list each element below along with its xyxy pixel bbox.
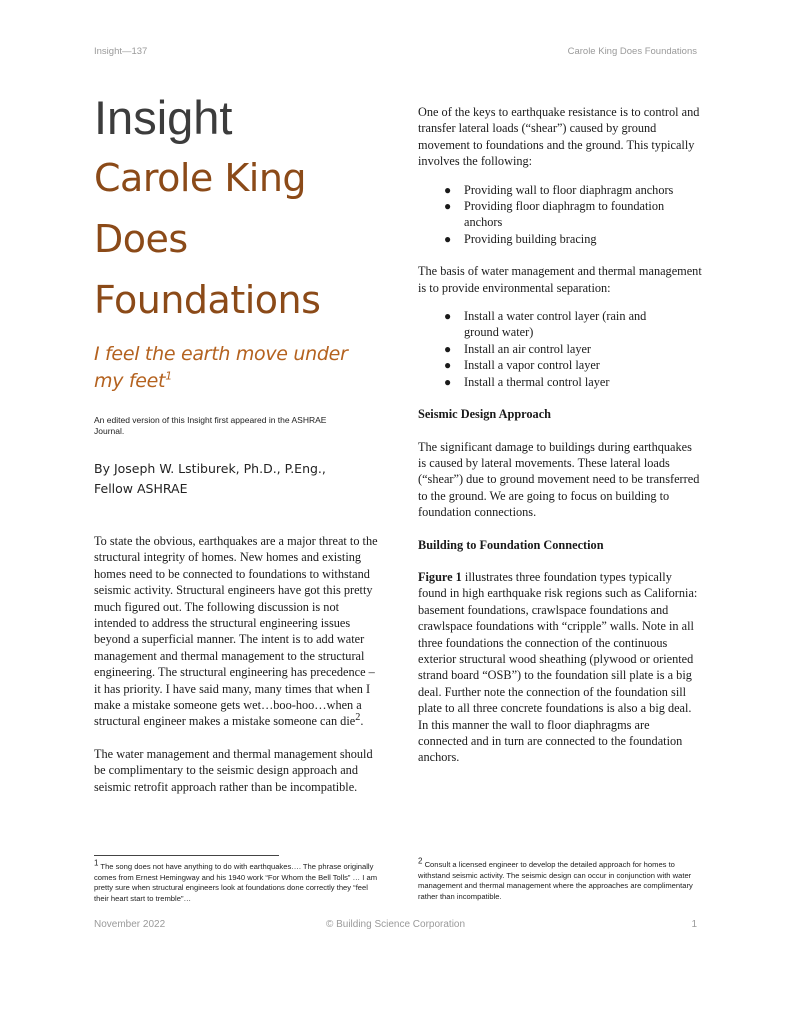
- footnote-2: [418, 856, 703, 902]
- bullet-icon: ●: [444, 182, 452, 197]
- list-item: ● Install an air control layer: [444, 341, 592, 356]
- list-item: ● Install a vapor control layer: [444, 358, 600, 373]
- separation-paragraph: The basis of water management and thermal management is to provide environmental separation:: [418, 264, 702, 295]
- subtitle-footnote-mark[interactable]: 1: [165, 369, 172, 383]
- section-heading-connection: Building to Foundation Connection: [418, 537, 604, 552]
- bullet-icon: ●: [444, 341, 452, 356]
- bullet-icon: ●: [444, 309, 452, 324]
- bullet-icon: ●: [444, 358, 452, 373]
- control-layer-bullet-list: [418, 308, 702, 390]
- subtitle: [94, 341, 379, 395]
- insight-label: Insight: [94, 91, 233, 144]
- connection-paragraph-text: illustrates three foundation types typically found in high earthquake risk regions such as California: basement foundations, crawlspace foundations and crawlspace foundations with “cripple” walls. Note in all three foundations the connection of the continuous exterior structural wood sheathing (plywood or oriented strand board “OSB”) to the foundation sill plate is a big deal. Further note the connection of the foundation sill plate to all three concrete foundations is also a big deal. In this manner the wall to floor diaphragms are connected and in turn are connected to the foundation anchors.: [418, 569, 698, 765]
- section-heading-seismic: Seismic Design Approach: [418, 407, 552, 422]
- management-paragraph: The water management and thermal management should be complimentary to the seismic design approach and seismic retrofit approach rather than be incompatible.: [94, 746, 373, 794]
- footnote-1-number: 1: [94, 858, 99, 868]
- right-column: [418, 104, 702, 766]
- title-line-3: Foundations: [94, 278, 321, 322]
- bullet-icon: ●: [444, 199, 452, 214]
- connection-paragraph: [418, 569, 702, 766]
- running-header-right: Carole King Does Foundations: [567, 46, 697, 57]
- footnote-divider: [94, 855, 279, 856]
- left-column: [94, 88, 379, 795]
- edited-version-note: An edited version of this Insight first appeared in the ASHRAE Journal.: [94, 415, 327, 436]
- byline: [94, 459, 379, 499]
- anchor-bullet-list: [418, 182, 702, 248]
- seismic-paragraph: The significant damage to buildings during earthquakes is caused by lateral movements. These lateral loads (“shear”) due to ground movement need to be transferred to the ground. We are going to focus on building to foundation connections.: [418, 439, 700, 520]
- page-number: 1: [691, 919, 697, 930]
- title-line-1: Carole King: [94, 156, 307, 200]
- subtitle-line-2: my feet: [94, 370, 166, 392]
- list-item: ● Install a water control layer (rain and ground water): [444, 309, 647, 340]
- list-item: ● Providing wall to floor diaphragm anchors: [444, 182, 674, 197]
- list-item: ● Providing floor diaphragm to foundation anchors: [444, 199, 665, 230]
- title-line-2: Does: [94, 217, 188, 261]
- intro-paragraph-end: .: [360, 714, 364, 729]
- figure-1-reference[interactable]: Figure 1: [418, 569, 462, 584]
- footnote-1: [94, 858, 379, 904]
- list-item: ● Install a thermal control layer: [444, 374, 610, 389]
- title-block: [94, 148, 379, 331]
- footer-date: November 2022: [94, 919, 166, 930]
- footnote-2-text: Consult a licensed engineer to develop the detailed approach for homes to withstand seismic activity. The seismic design can occur in conjunction with water management and thermal management where the approaches are complimentary rather than incompatible.: [418, 860, 693, 901]
- subtitle-line-1: I feel the earth move under: [94, 343, 348, 365]
- byline-author: By Joseph W. Lstiburek, Ph.D., P.Eng.,: [94, 461, 326, 476]
- footer-copyright: © Building Science Corporation: [325, 919, 466, 930]
- intro-paragraph: [94, 533, 379, 730]
- bullet-icon: ●: [444, 231, 452, 246]
- lateral-loads-paragraph: One of the keys to earthquake resistance is to control and transfer lateral loads (“shear”) caused by ground movement to foundations and the ground. This typically involves the following:: [418, 105, 700, 169]
- intro-paragraph-text: To state the obvious, earthquakes are a major threat to the structural integrity of homes. New homes and existing homes need to be connected to foundations to withstand seismic activity. Structural engineers have got this pretty much figured out. The following discussion is not intended to address the structural engineering issues beyond a superficial manner. The intent is to add water management and thermal management to the structural engineering. The structural engineering has precedence – it has priority. I have said many, many times that when I make a mistake someone gets wet…boo-hoo…when a structural engineer makes a mistake someone can die: [94, 534, 378, 729]
- footnote-1-text: The song does not have anything to do with earthquakes…. The phrase originally comes from Ernest Hemingway and his 1940 work “For Whom the Bell Tolls” … I am pretty sure when structural engineers look at foundations done correctly they “feel their heart start to tremble”…: [94, 862, 378, 903]
- bullet-icon: ●: [444, 374, 452, 389]
- footnote-2-number: 2: [418, 856, 423, 866]
- footnote-2-mark[interactable]: 2: [355, 712, 361, 724]
- list-item: ● Providing building bracing: [444, 231, 597, 246]
- byline-fellowship: Fellow ASHRAE: [94, 481, 188, 496]
- running-header-left: Insight—137: [94, 46, 148, 57]
